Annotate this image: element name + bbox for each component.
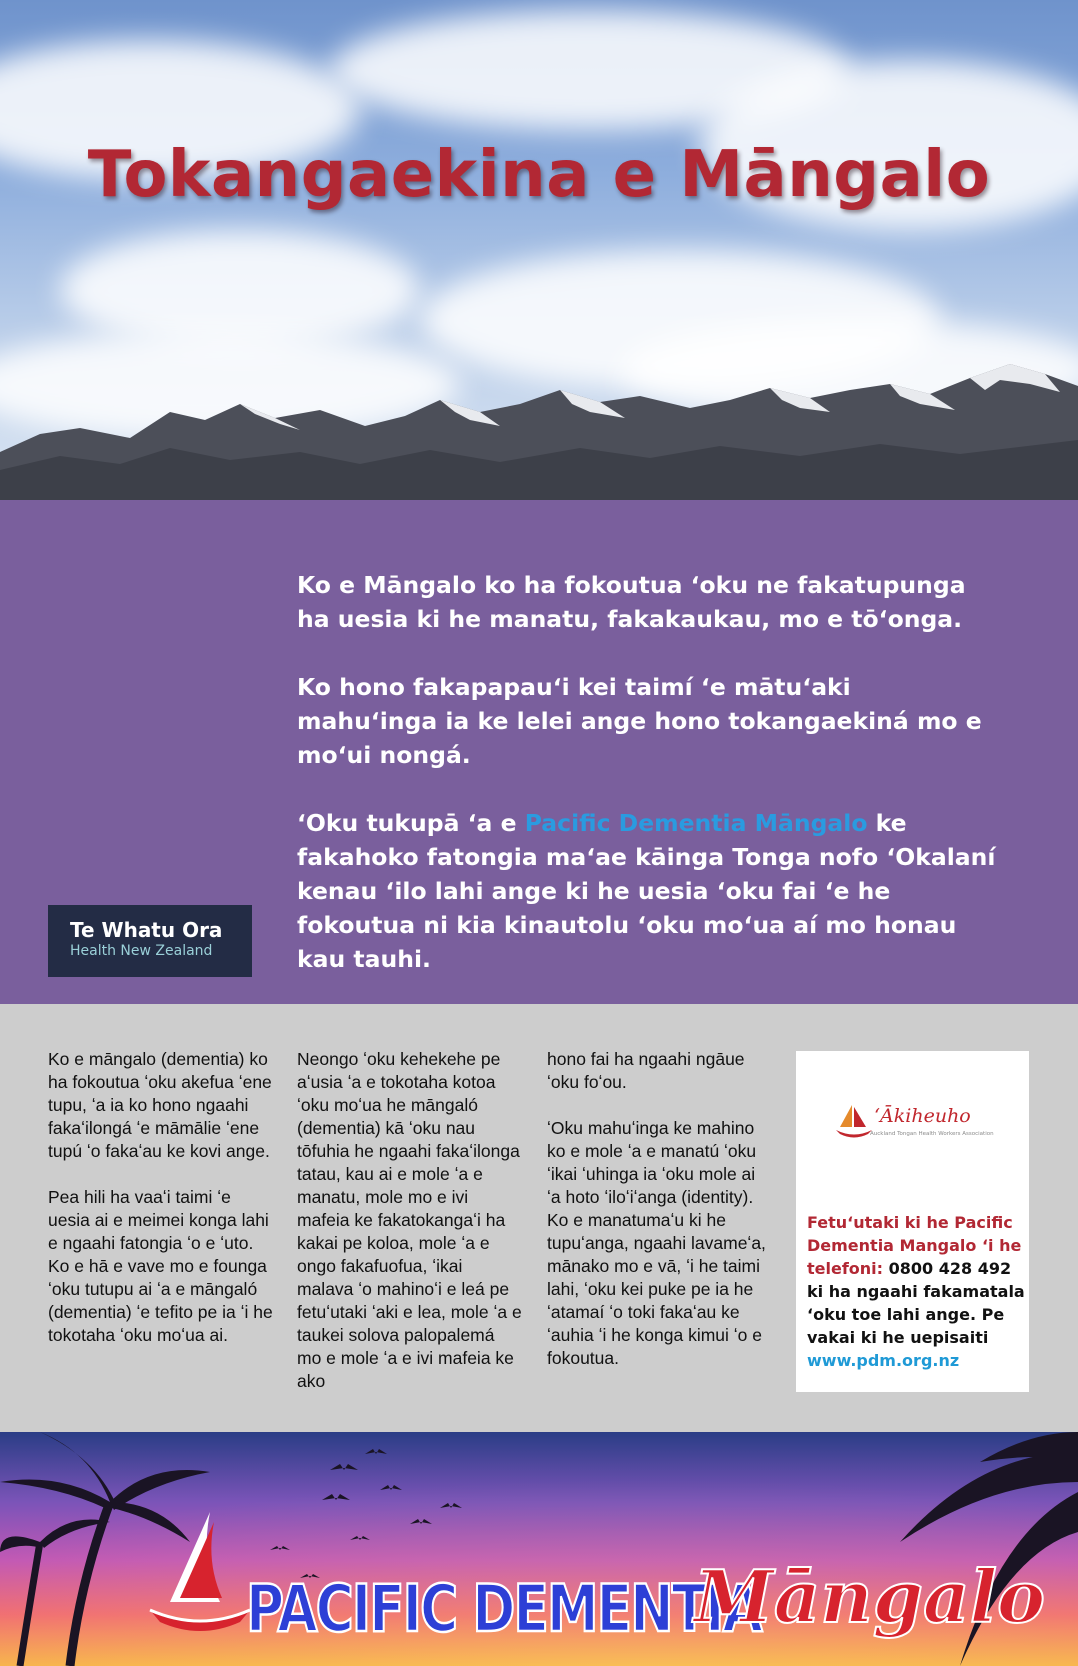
text-column-3 (547, 1048, 772, 1393)
intro-text (297, 568, 997, 1010)
logo-subtitle: Health New Zealand (70, 943, 213, 959)
intro-p3-start: ʻOku tukupā ʻa e (297, 809, 525, 837)
column-1-paragraph-2: Pea hili ha vaaʻi taimi ʻe uesia ai e meimei konga lahi e ngaahi fatongia ʻo e ʻuto. Ko e hā e vave mo e founga ʻoku tutupu ai ʻa e māngaló (dementia) ʻe tefito pe ia ʻi he tokotaha ʻoku moʻua ai. (48, 1187, 273, 1345)
contact-text (807, 1211, 1029, 1372)
column-3-paragraph-1: ʻOku mahuʻinga ke mahino ko e mole ʻa e manatú ʻoku ʻikai ʻuhinga ia ʻoku mole ai ʻa hoto ʻiloʻiʻanga (identity). (547, 1118, 757, 1207)
pacific-dementia-name: Pacific Dementia Māngalo (524, 809, 868, 837)
contact-box (796, 1051, 1029, 1392)
info-band (0, 1004, 1078, 1432)
contact-phone[interactable]: 0800 428 492 (888, 1259, 1012, 1278)
akiheuho-logo (834, 1101, 994, 1145)
te-whatu-ora-logo (48, 905, 252, 977)
page-title: Tokangaekina e Māngalo (87, 138, 991, 212)
intro-paragraph-3 (297, 806, 997, 976)
intro-p3-end: ke fakahoko fatongia maʻae kāinga Tonga nofo ʻOkalaní kenau ʻilo lahi ange ki he uesia ʻoku fai ʻe he fokoutua ni kia kinautolu ʻoku moʻua aí mo honau kau tauhi. (297, 809, 996, 973)
column-3-paragraph-2: Ko e manatumaʻu ki he tupuʻanga, ngaahi lavameʻa, mānako mo e vā, ʻi he taimi lahi, ʻoku kei puke pe ia he ʻatamaí ʻo toki fakaʻau ke ʻauhia ʻi he konga kimui ʻo e fokoutua. (547, 1210, 766, 1368)
column-3-paragraph-0: hono fai ha ngaahi ngāue ʻoku foʻou. (547, 1049, 745, 1092)
text-column-2 (297, 1048, 522, 1416)
intro-band (0, 500, 1078, 1004)
mountain-range-image (0, 360, 1078, 500)
intro-paragraph-1: Ko e Māngalo ko ha fokoutua ʻoku ne fakatupunga ha uesia ki he manatu, fakakaukau, mo e tōʻonga. (297, 571, 966, 633)
brand-mangalo: Māngalo (694, 1554, 1046, 1639)
logo-name: Te Whatu Ora (70, 918, 223, 942)
intro-paragraph-2: Ko hono fakapapauʻi kei taimí ʻe mātuʻaki mahuʻinga ia ke lelei ange hono tokangaekiná mo e moʻui nongá. (297, 673, 982, 769)
akiheuho-boat-icon (834, 1103, 874, 1139)
website-link[interactable]: www.pdm.org.nz (807, 1351, 960, 1370)
hero-banner (0, 0, 1078, 500)
contact-lead: Fetuʻutaki ki he Pacific Dementia Mangalo ʻi he telefoni: (807, 1213, 1022, 1278)
brand-pacific-dementia: PACIFIC DEMENTIA (246, 1572, 761, 1647)
footer-banner (0, 1432, 1078, 1666)
column-2-paragraph-1: Neongo ʻoku kehekehe pe aʻusia ʻa e tokotaha kotoa ʻoku moʻua he māngaló (dementia) kā ʻoku nau tōfuhia he ngaahi fakaʻilonga tatau, kau ai e mole ʻa e manatu, mole mo e ivi mafeia ke fakatokangaʻi ha kakai pe koloa, mole ʻa e ongo fakafuofua, ʻikai malava ʻo mahinoʻi e leá pe fetuʻutaki ʻaki e lea, mole ʻa e taukei solova palopalemá mo e mole ʻa e ivi mafeia ke ako (297, 1049, 522, 1391)
column-1-paragraph-1: Ko e māngalo (dementia) ko ha fokoutua ʻoku akefua ʻene tupu, ʻa ia ko hono ngaahi fakaʻilongá ʻe māmālie ʻene tupú ʻo fakaʻau ke kovi ange. (48, 1049, 272, 1161)
contact-rest: ki ha ngaahi fakamatala ʻoku toe lahi ange. Pe vakai ki he uepisaiti (807, 1282, 1025, 1347)
text-column-1 (48, 1048, 273, 1370)
akiheuho-tagline: Auckland Tongan Health Workers Association (870, 1131, 994, 1137)
akiheuho-wordmark: ʻĀkiheuho (874, 1105, 971, 1127)
